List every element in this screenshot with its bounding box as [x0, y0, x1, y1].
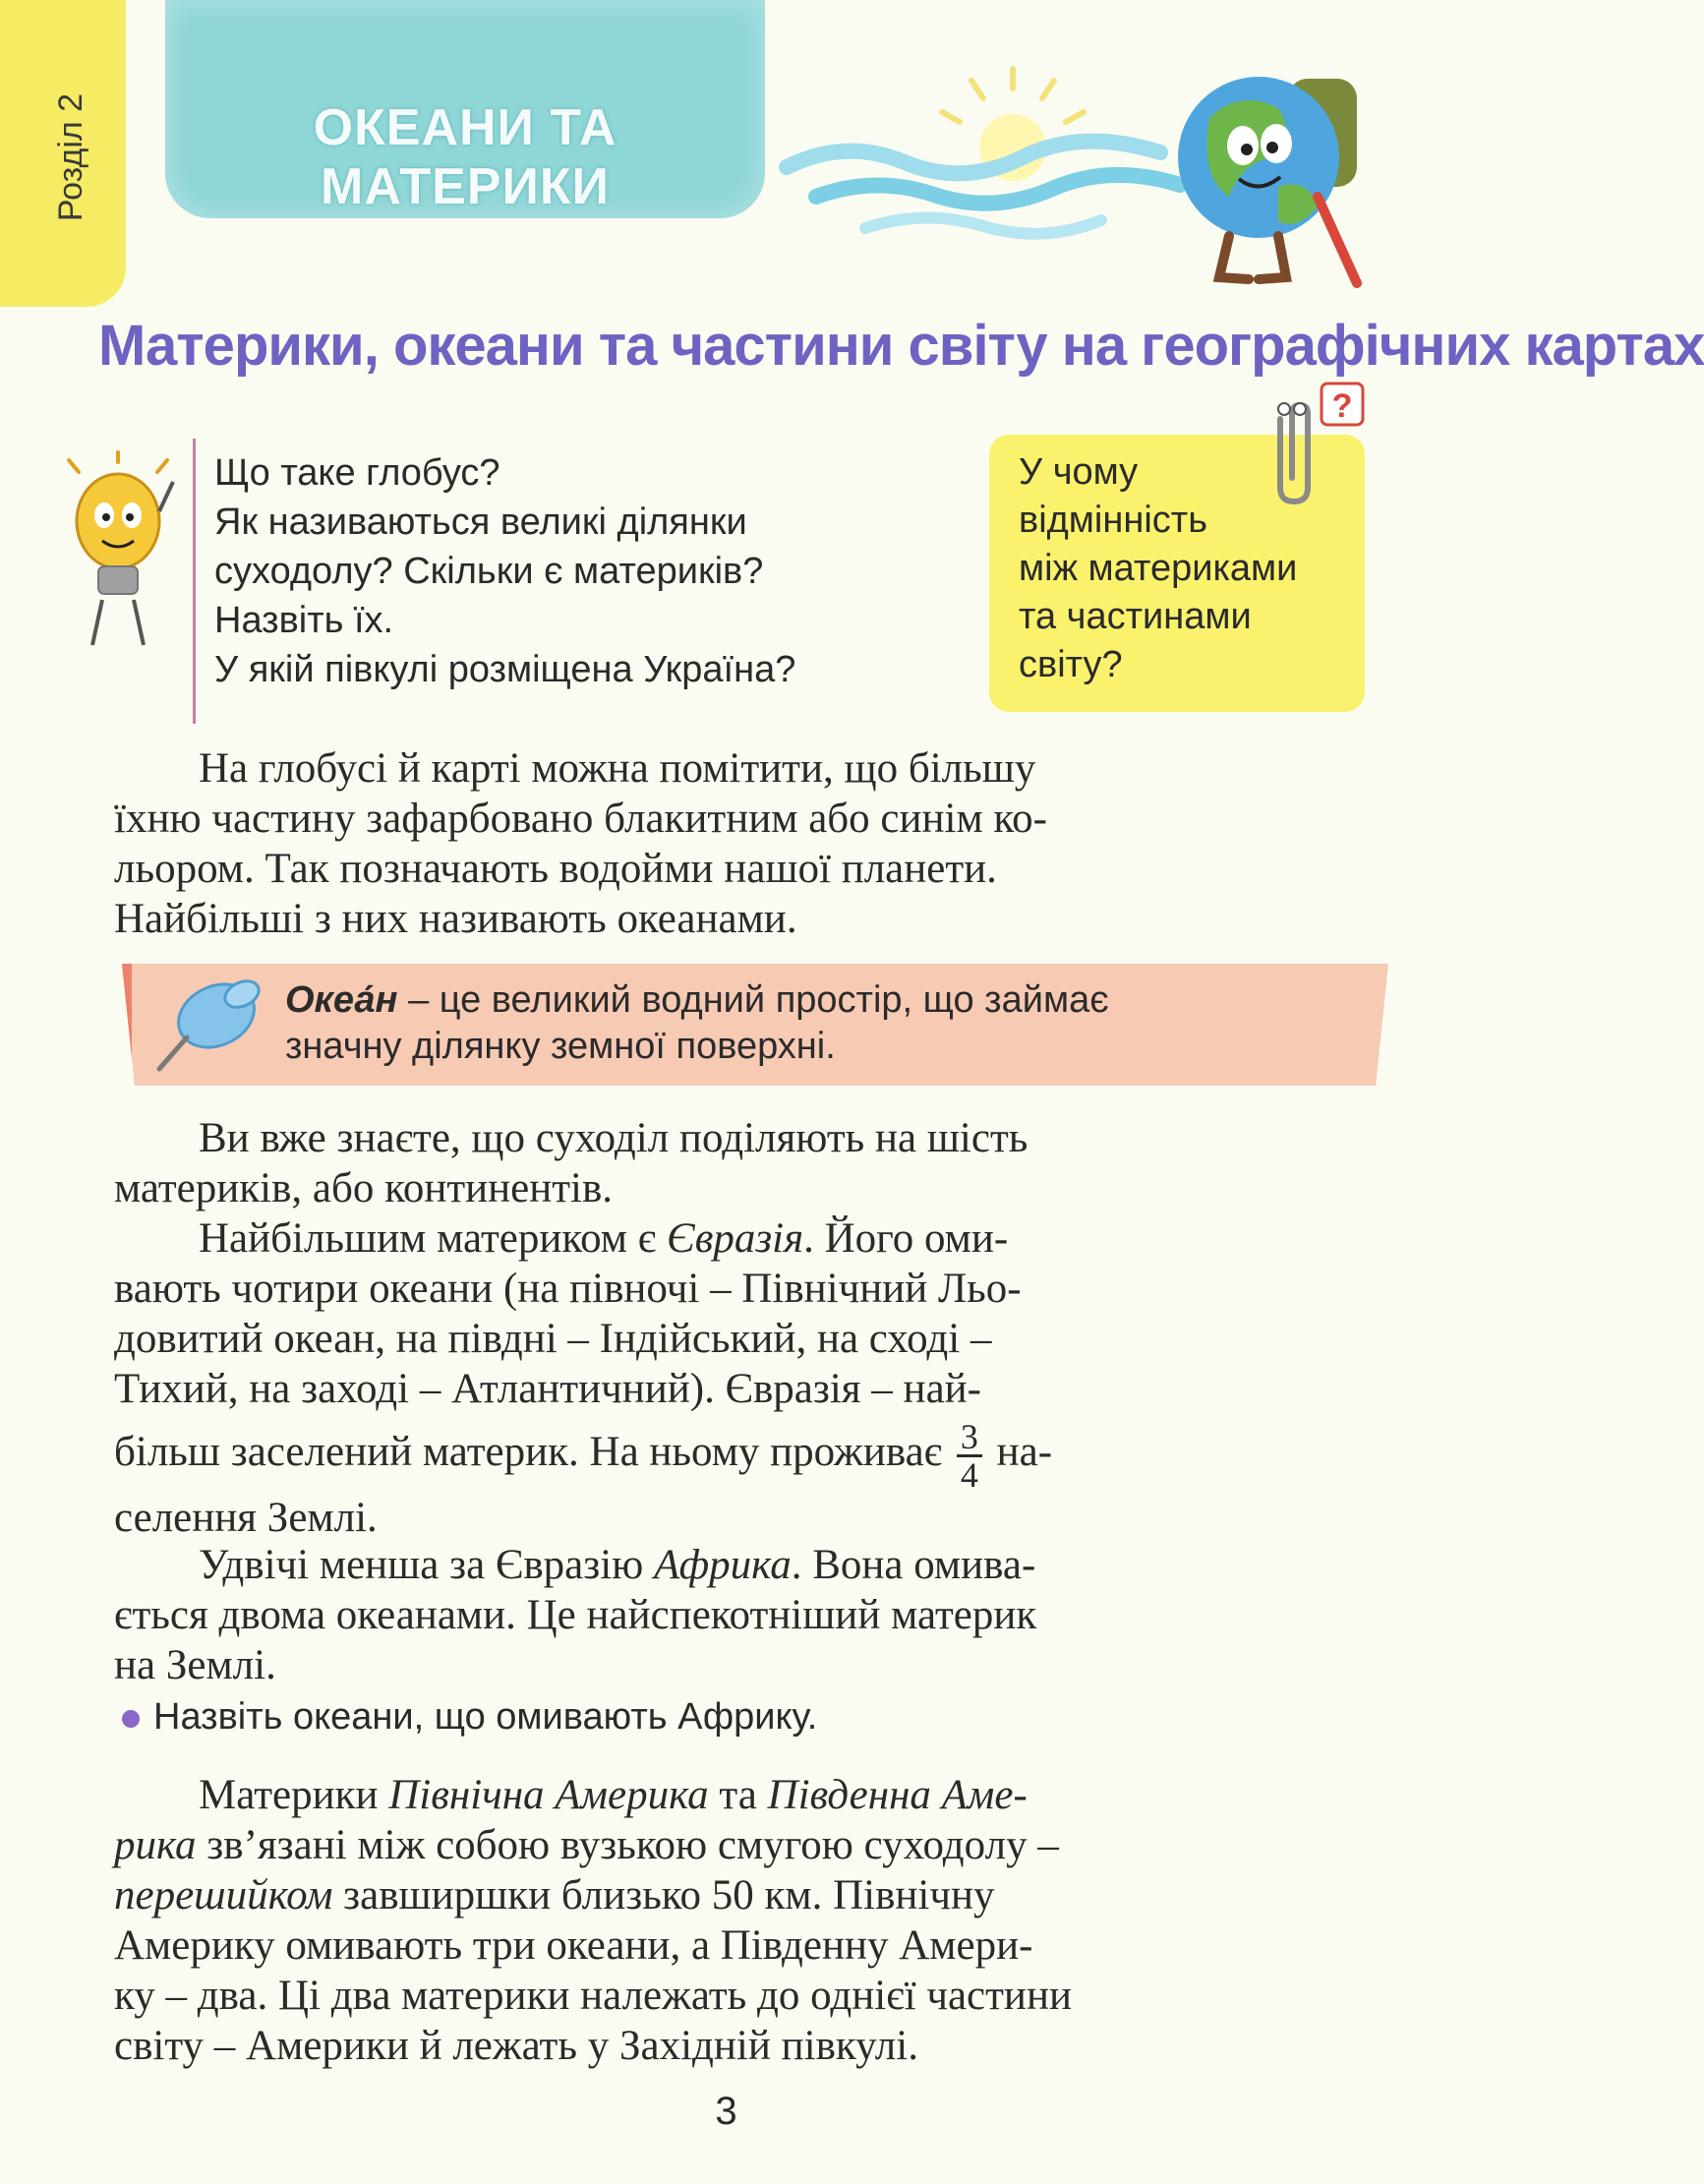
fraction-numerator: 3 — [957, 1419, 982, 1457]
text-run: зв’язані між собою вузькою смугою суходолу – — [196, 1822, 1059, 1868]
definition-text — [285, 977, 1367, 1070]
text-run: . Вона омива- — [791, 1542, 1036, 1588]
fraction — [957, 1416, 982, 1495]
text-run-italic: рика — [114, 1822, 197, 1868]
section-label: Розділ 2 — [52, 92, 89, 222]
text-run: на- — [985, 1429, 1053, 1475]
text-line: ку – два. Ці два материки належать до однієї частини — [114, 1973, 1072, 2019]
svg-text:?: ? — [1331, 387, 1353, 425]
lightbulb-character-icon — [59, 452, 177, 649]
text-run-italic: Південна Аме- — [767, 1772, 1028, 1818]
question-line: Як називаються великі ділянки — [214, 502, 747, 543]
text-run: та — [708, 1772, 768, 1818]
text-run: Материки — [199, 1772, 389, 1818]
chapter-banner — [165, 0, 765, 218]
definition-term: Океа́н — [285, 979, 398, 1021]
questions-divider — [193, 439, 196, 724]
text-line: льором. Так позначають водойми нашої планети. — [114, 846, 997, 892]
section-side-tab — [0, 0, 126, 307]
text-line: Америку омивають три океани, а Південну Амери- — [114, 1922, 1033, 1969]
text-line: Ви вже знаєте, що суходіл поділяють на шість — [199, 1115, 1028, 1161]
definition-line2: значну ділянку земної поверхні. — [285, 1026, 836, 1067]
paragraph-americas — [114, 1770, 1382, 2071]
text-run-italic: Африка — [654, 1542, 792, 1588]
question-line: У якій півкулі розміщена Україна? — [214, 649, 796, 690]
think-question-line: між материками — [1019, 548, 1298, 589]
review-questions — [214, 448, 962, 694]
text-run: Найбільшим материком є — [199, 1215, 667, 1262]
text-line: Тихий, на заході – Атлантичний). Євразія – най- — [114, 1366, 981, 1412]
text-line: вають чотири океани (на півночі – Північний Льо- — [114, 1266, 1022, 1312]
text-run: . Його оми- — [803, 1215, 1009, 1262]
text-line: селення Землі. — [114, 1494, 378, 1541]
think-question-line: світу? — [1019, 644, 1123, 685]
task-item — [122, 1696, 817, 1739]
fraction-denominator: 4 — [960, 1454, 978, 1495]
text-line: довитий океан, на півдні – Індійський, на сході – — [114, 1316, 992, 1362]
think-question-line: та частинами — [1019, 596, 1252, 637]
text-line: світу – Америки й лежать у Західній півкулі. — [114, 2023, 918, 2069]
task-text: Назвіть океани, що омивають Африку. — [153, 1696, 818, 1738]
think-question-line: відмінність — [1019, 500, 1207, 541]
text-line: ється двома океанами. Це найспекотніший материк — [114, 1592, 1037, 1638]
paragraph-continents — [114, 1113, 1382, 1213]
lesson-title: Материки, океани та частини світу на географічних картах — [98, 314, 1704, 378]
text-line: материків, або континентів. — [114, 1165, 614, 1211]
pushpin-icon — [147, 959, 295, 1077]
text-line: На глобусі й карті можна помітити, що більшу — [199, 745, 1036, 792]
page-number: 3 — [715, 2090, 737, 2133]
text-line: Найбільші з них називають океанами. — [114, 896, 797, 942]
text-run: Удвічі менша за Євразію — [199, 1542, 655, 1588]
waves-sun-decoration — [787, 59, 1200, 256]
globe-character-icon — [1160, 59, 1386, 285]
think-question-line: У чому — [1019, 451, 1139, 493]
text-line: на Землі. — [114, 1642, 276, 1688]
question-line: Що таке глобус? — [214, 452, 500, 494]
paperclip-question-icon — [1261, 380, 1369, 507]
bullet-icon — [122, 1710, 140, 1728]
question-line: Назвіть їх. — [214, 600, 394, 641]
text-run-italic: Євразія — [666, 1215, 804, 1262]
definition-rest: – це великий водний простір, що займає — [397, 979, 1109, 1021]
text-run-italic: перешийком — [114, 1872, 333, 1918]
chapter-title: ОКЕАНИ ТА МАТЕРИКИ — [313, 99, 617, 215]
paragraph-oceans-intro — [114, 743, 1382, 944]
text-run: завширшки близько 50 км. Північну — [332, 1872, 995, 1918]
text-run: більш заселений материк. На ньому проживає — [114, 1429, 953, 1475]
text-line: їхню частину зафарбовано блакитним або синім ко- — [114, 796, 1047, 842]
paragraph-eurasia — [114, 1213, 1382, 1543]
text-run-italic: Північна Америка — [388, 1772, 709, 1818]
paragraph-africa — [114, 1540, 1382, 1690]
question-line: суходолу? Скільки є материків? — [214, 551, 764, 592]
